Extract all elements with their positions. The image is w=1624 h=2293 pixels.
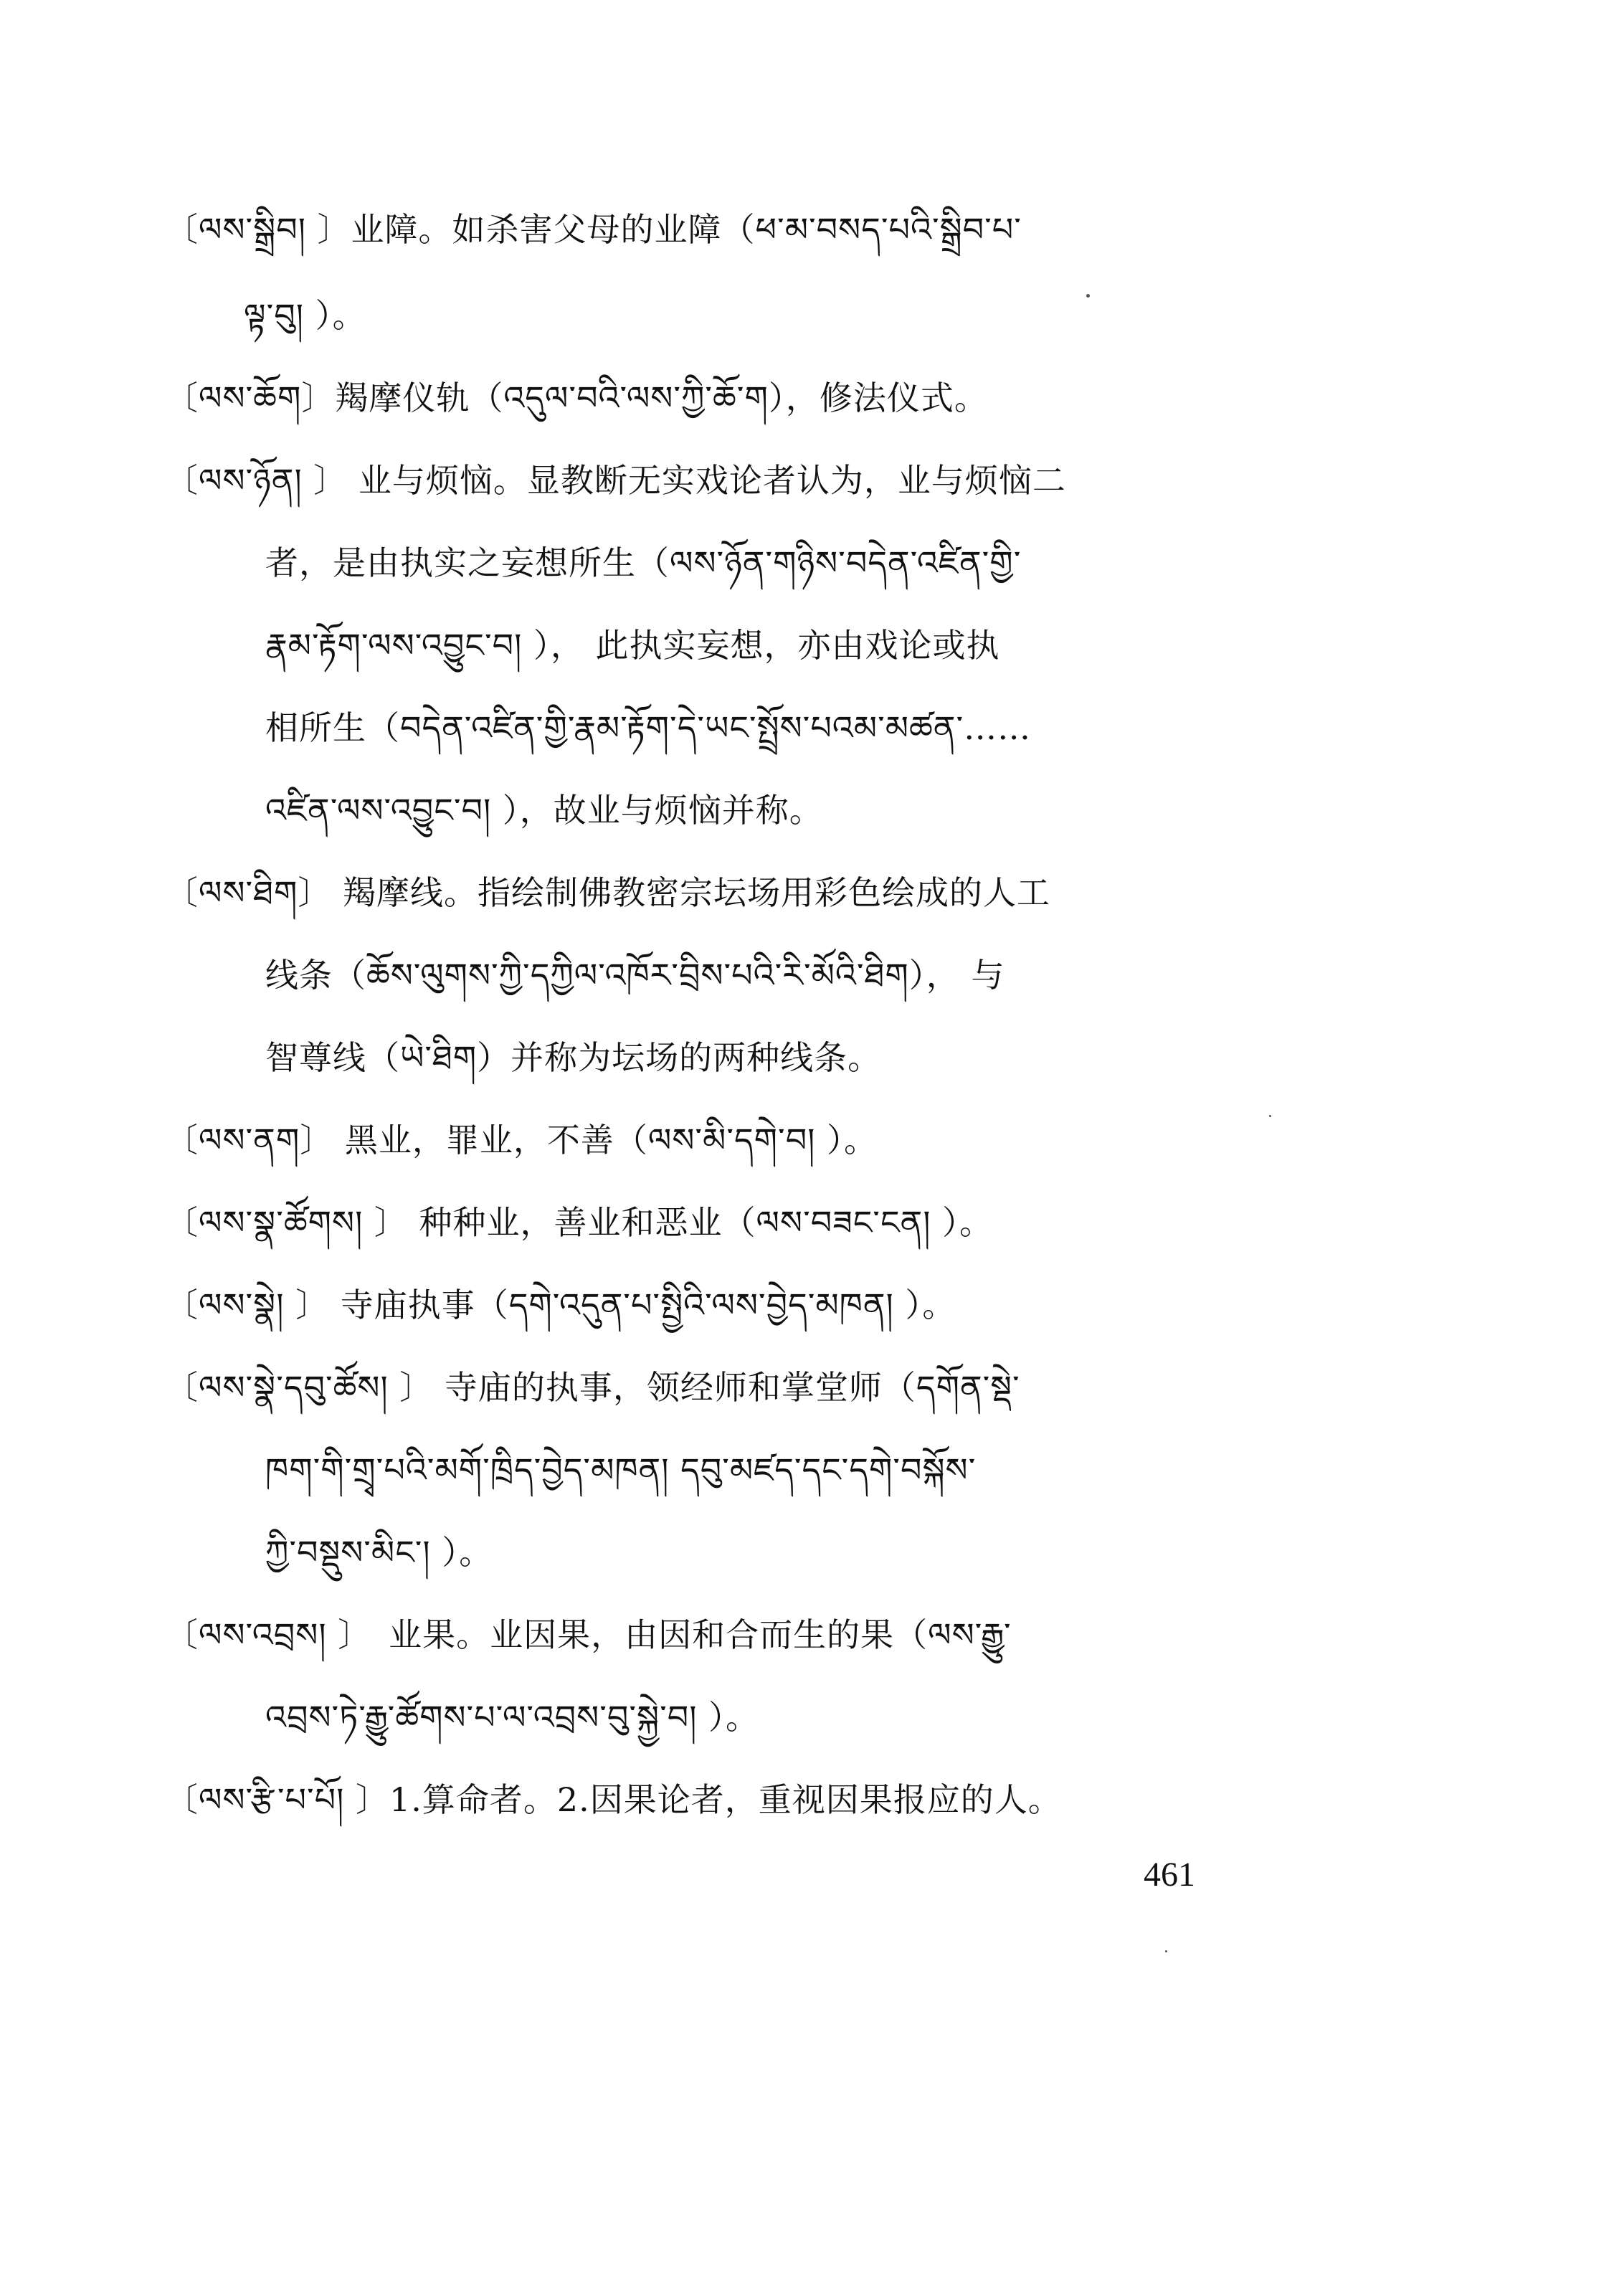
scan-speck — [1269, 1115, 1271, 1117]
entry-line: 〔ལས་སྣེ། 〕 寺庙执事（དགེ་འདུན་པ་སྤྱིའི་ལས་བྱེད་མཁན། ）。 — [165, 1286, 956, 1324]
entry-line: 相所生（བདེན་འཛིན་གྱི་རྣམ་རྟོག་དེ་ཡང་སྤྲོས་པའམ་མཚན་…… — [265, 708, 1032, 747]
entry-line: 智尊线（ཡེ་ཐིག）并称为坛场的两种线条。 — [265, 1038, 882, 1077]
entry-line: 〔ལས་ཆོག〕羯摩仪轨（འདུལ་བའི་ལས་ཀྱི་ཆོ་ག），修法仪式。 — [165, 379, 988, 417]
entry-line: 〔ལས་ཐིག〕 羯摩线。指绘制佛教密宗坛场用彩色绘成的人工 — [165, 873, 1050, 912]
entry-line: 〔ལས་འབྲས། 〕 业果。业因果，由因和合而生的果（ལས་རྒྱུ་ — [165, 1615, 1012, 1654]
entry-line: འཛིན་ལས་འབྱུང་བ། ），故业与烦恼并称。 — [265, 791, 823, 830]
entry-line: རྣམ་རྟོག་ལས་འབྱུང་བ། ）， 此执实妄想，亦由戏论或执 — [265, 626, 1000, 665]
entry-line: 〔ལས་སྣེ་དབུ་ཚོས། 〕 寺庙的执事，领经师和掌堂师（དགོན་སྡེ་ — [165, 1368, 1020, 1407]
entry-line: ལྟ་བུ། ）。 — [244, 296, 366, 335]
entry-line: འབྲས་ཏེ་རྒྱུ་ཚོགས་པ་ལ་འབྲས་བུ་སྐྱེ་བ། ）。 — [265, 1698, 760, 1737]
entry-line: 〔ལས་ཉོན། 〕 业与烦恼。显教断无实戏论者认为，业与烦恼二 — [165, 461, 1066, 500]
entry-line: 〔ལས་ནག〕 黑业，罪业，不善（ལས་མི་དགེ་བ། ）。 — [165, 1121, 878, 1159]
entry-line: 线条（ཆོས་ལུགས་ཀྱི་དཀྱིལ་འཁོར་བྲིས་པའི་རི་མོའི་ཐིག）， 与 — [265, 956, 1005, 994]
entry-line: ཁག་གི་གྲྭ་པའི་མགོ་ཁྲིད་བྱེད་མཁན། དབུ་མཛད་དང་དགེ་བསྐོས་ — [265, 1451, 977, 1489]
scan-speck — [1165, 1950, 1167, 1952]
scan-speck — [1086, 294, 1090, 298]
page-number: 461 — [1144, 1856, 1195, 1894]
entry-line: 〔ལས་སྣ་ཚོགས། 〕 种种业，善业和恶业（ལས་བཟང་ངན། ）。 — [165, 1203, 994, 1242]
entry-line: 〔ལས་རྩི་པ་པོ། 〕1.算命者。2.因果论者，重视因果报应的人。 — [165, 1780, 1062, 1819]
entry-line: 〔ལས་སྒྲིབ། 〕业障。如杀害父母的业障（ཕ་མ་བསད་པའི་སྒྲིབ་པ་ — [165, 210, 1022, 249]
entry-line: ཀྱི་བསྡུས་མིང་། ）。 — [265, 1533, 493, 1572]
entry-line: 者，是由执实之妄想所生（ལས་ཉོན་གཉིས་བདེན་འཛིན་གྱི་ — [265, 543, 1022, 582]
